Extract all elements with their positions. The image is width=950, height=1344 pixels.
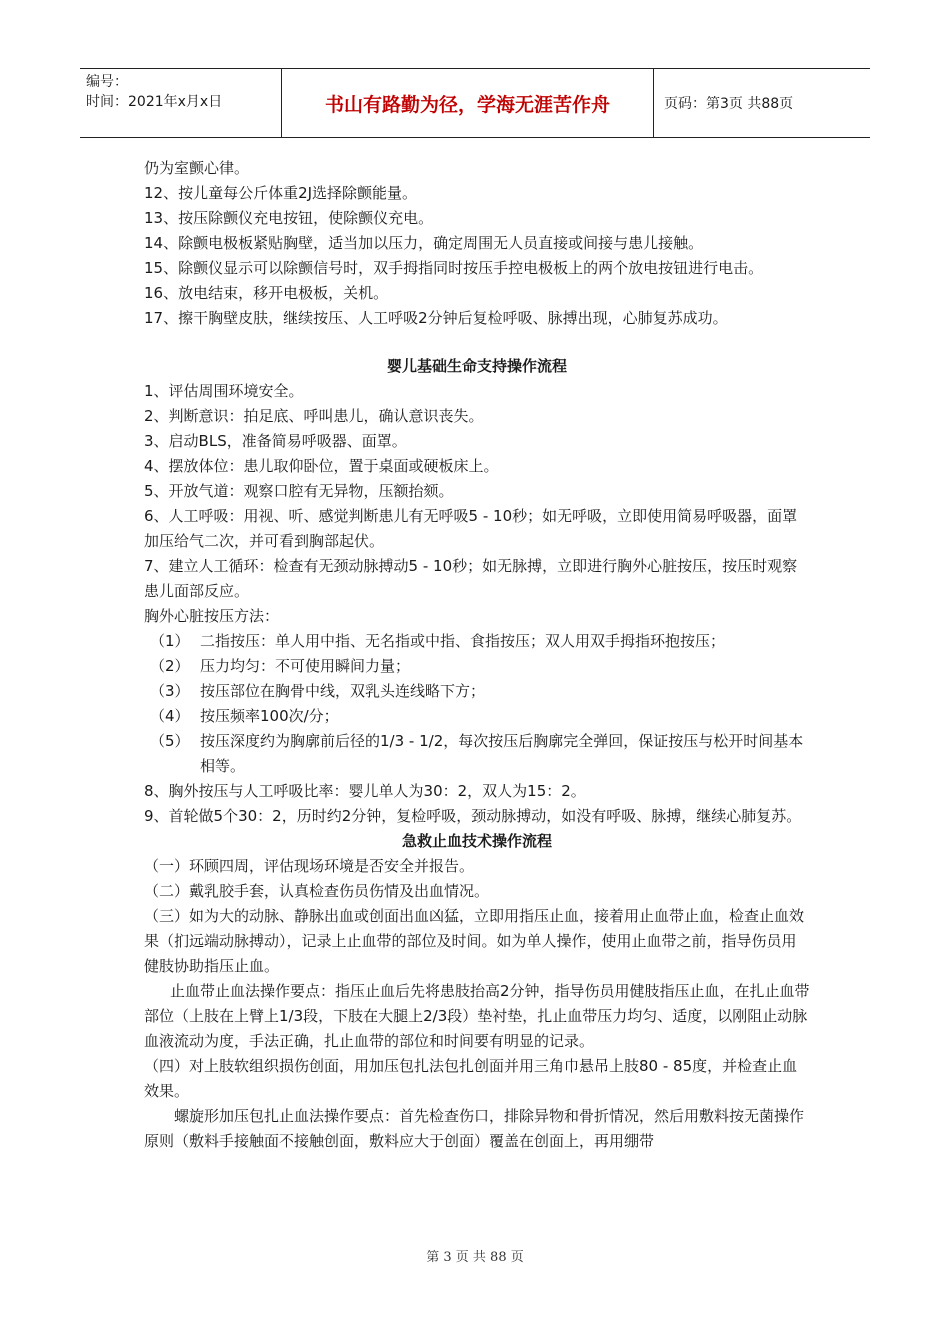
page-header	[80, 68, 870, 138]
paragraph: 12、按儿童每公斤体重2J选择除颤能量。	[144, 184, 418, 202]
list-item: （4） 按压频率100次/分；	[150, 707, 339, 725]
paragraph: 14、除颤电极板紧贴胸壁，适当加以压力，确定周围无人员直接或间接与患儿接触。	[144, 234, 704, 252]
paragraph: 8、胸外按压与人工呼吸比率：婴儿单人为30：2，双人为15：2。	[144, 782, 586, 800]
paragraph: 5、开放气道：观察口腔有无异物，压额抬颏。	[144, 482, 454, 500]
paragraph: 仍为室颤心律。	[144, 159, 250, 177]
section-title-infant-bls: 婴儿基础生命支持操作流程	[386, 357, 567, 375]
paragraph: 9、首轮做5个30：2，历时约2分钟，复检呼吸，颈动脉搏动，如没有呼吸、脉搏，继续心肺复苏。	[144, 807, 802, 825]
paragraph: 16、放电结束，移开电极板，关机。	[144, 284, 389, 302]
page-footer: 第 3 页 共 88 页	[426, 1250, 524, 1265]
document-number: 编号：	[86, 74, 128, 90]
document-date: 时间：2021年x月x日	[86, 94, 223, 110]
section-title-hemostasis: 急救止血技术操作流程	[401, 832, 552, 850]
paragraph: 6、人工呼吸：用视、听、感觉判断患儿有无呼吸5 - 10秒；如无呼吸，立即使用简易呼吸器，面罩加压给气二次，并可看到胸部起伏。	[144, 507, 798, 550]
list-item: （1） 二指按压：单人用中指、无名指或中指、食指按压；双人用双手拇指环抱按压；	[150, 632, 726, 650]
list-item: （3） 按压部位在胸骨中线，双乳头连线略下方；	[150, 682, 486, 700]
paragraph: 4、摆放体位：患儿取仰卧位，置于桌面或硬板床上。	[144, 457, 499, 475]
paragraph: （四）对上肢软组织损伤创面，用加压包扎法包扎创面并用三角巾悬吊上肢80 - 85度，并检查止血效果。	[144, 1057, 798, 1100]
paragraph: 13、按压除颤仪充电按钮，使除颤仪充电。	[144, 209, 434, 227]
paragraph: （二）戴乳胶手套，认真检查伤员伤情及出血情况。	[144, 882, 490, 900]
paragraph: 2、判断意识：拍足底、呼叫患儿，确认意识丧失。	[144, 407, 484, 425]
header-meta	[80, 69, 282, 137]
paragraph: 1、评估周围环境安全。	[144, 382, 304, 400]
paragraph: （三）如为大的动脉、静脉出血或创面出血凶猛，立即用指压止血，接着用止血带止血，检查止血效果（扪远端动脉搏动），记录上止血带的部位及时间。如为单人操作，使用止血带之前，指导伤员用健肢协助指压止血。	[144, 907, 805, 975]
paragraph: 7、建立人工循环：检查有无颈动脉搏动5 - 10秒；如无脉搏，立即进行胸外心脏按压，按压时观察患儿面部反应。	[144, 557, 798, 600]
paragraph: 15、除颤仪显示可以除颤信号时，双手拇指同时按压手控电极板上的两个放电按钮进行电击。	[144, 259, 764, 277]
list-item: （2） 压力均匀：不可使用瞬间力量；	[150, 657, 411, 675]
list-item: （5） 按压深度约为胸廓前后径的1/3 - 1/2，每次按压后胸廓完全弹回，保证按压与松开时间基本相等。	[150, 732, 804, 775]
paragraph: 胸外心脏按压方法：	[144, 607, 280, 625]
paragraph: （一）环顾四周，评估现场环境是否安全并报告。	[144, 857, 475, 875]
header-page-number: 页码：第3页 共88页	[664, 96, 794, 112]
header-motto: 书山有路勤为径，学海无涯苦作舟	[282, 69, 654, 137]
paragraph: 螺旋形加压包扎止血法操作要点：首先检查伤口，排除异物和骨折情况，然后用敷料按无菌操作原则（敷料手接触面不接触创面，敷料应大于创面）覆盖在创面上，再用绷带	[144, 1107, 805, 1150]
paragraph: 止血带止血法操作要点：指压止血后先将患肢抬高2分钟，指导伤员用健肢指压止血，在扎止血带部位（上肢在上臂上1/3段，下肢在大腿上2/3段）垫衬垫，扎止血带压力均匀、适度，以刚阻止动脉血液流动为度，手法正确，扎止血带的部位和时间要有明显的记录。	[144, 982, 810, 1050]
paragraph: 3、启动BLS，准备简易呼吸器、面罩。	[144, 432, 407, 450]
document-body	[144, 156, 810, 1154]
paragraph: 17、擦干胸壁皮肤，继续按压、人工呼吸2分钟后复检呼吸、脉搏出现，心肺复苏成功。	[144, 309, 728, 327]
